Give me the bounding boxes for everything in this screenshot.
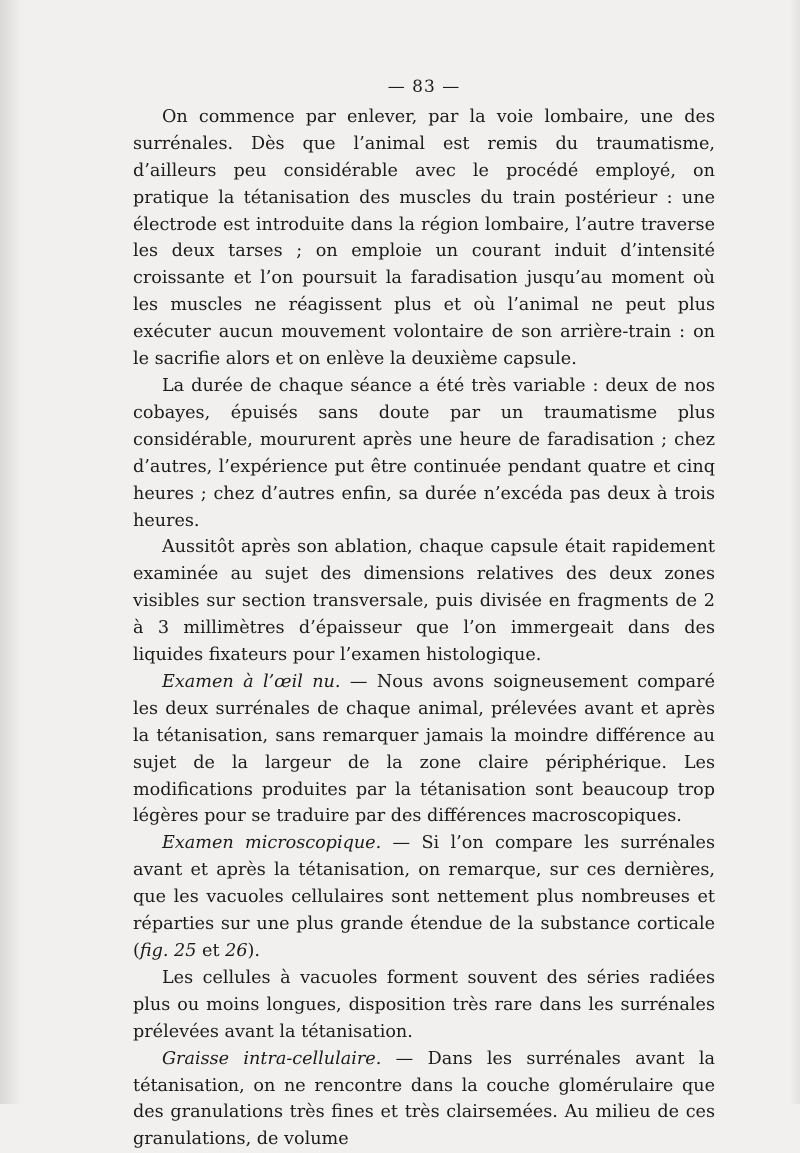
document-page xyxy=(133,74,715,1153)
paragraph-text: La durée de chaque séance a été très variable : deux de nos cobayes, épuisés sans doute par un traumatisme plus considérable, moururent après une heure de faradisation ; chez d’autres, l’expérience put être continuée pendant quatre et cinq heures ; chez d’autres enfin, sa durée n’excéda pas deux à trois heures. xyxy=(133,375,715,531)
paragraph-vacuole-cells xyxy=(133,965,715,1046)
figure-reference: 26 xyxy=(225,941,248,961)
paragraph-text: — Si l’on compare les surrénales avant et après la tétanisation, on remarque, sur ces dernières, que les vacuoles cellulaires sont nettement plus nombreuses et réparties sur une plus grande étendue de la substance corticale ( xyxy=(133,833,715,961)
figure-reference: fig. 25 xyxy=(139,941,197,961)
paragraph-microscopic-exam xyxy=(133,830,715,965)
paragraph-session-duration xyxy=(133,373,715,534)
section-heading: Examen à l’œil nu. xyxy=(162,671,341,692)
page-number: — 83 — xyxy=(387,77,461,97)
paragraph-ablation xyxy=(133,534,715,669)
paragraph-text: — Nous avons soigneusement comparé les deux surrénales de chaque animal, prélevées avant et après la tétanisation, sans remarquer jamais la moindre différence au sujet de la largeur de la zone claire périphérique. Les modifications produites par la tétanisation sont beaucoup trop légères pour se traduire par des différences macroscopiques. xyxy=(133,671,715,827)
page-edge-shadow-right xyxy=(790,0,800,1104)
paragraph-text: On commence par enlever, par la voie lombaire, une des surrénales. Dès que l’animal est remis du traumatisme, d’ailleurs peu considérable avec le procédé employé, on pratique la tétanisation des muscles du train postérieur : une électrode est introduite dans la région lombaire, l’autre traverse les deux tarses ; on emploie un courant induit d’intensité croissante et l’on poursuit la faradisation jusqu’au moment où les muscles ne réagissent plus et où l’animal ne peut plus exécuter aucun mouvement volontaire de son arrière-train : on le sacrifie alors et on enlève la deuxième capsule. xyxy=(133,106,715,370)
page-edge-shadow xyxy=(0,0,22,1104)
paragraph-text: Aussitôt après son ablation, chaque capsule était rapidement examinée au sujet des dimensions relatives des deux zones visibles sur section transversale, puis divisée en fragments de 2 à 3 millimètres d’épaisseur que l’on immergeait dans des liquides fixateurs pour l’examen histologique. xyxy=(133,537,715,666)
paragraph-text: Les cellules à vacuoles forment souvent des séries radiées plus ou moins longues, disposition très rare dans les surrénales prélevées avant la tétanisation. xyxy=(133,967,715,1042)
paragraph-text: et xyxy=(196,941,226,961)
paragraph-text: ). xyxy=(247,941,260,961)
section-heading: Graisse intra-cellulaire. xyxy=(162,1048,382,1069)
paragraph-naked-eye-exam xyxy=(133,669,715,830)
paragraph-procedure xyxy=(133,104,715,373)
paragraph-intracellular-fat xyxy=(133,1046,715,1153)
paragraph-text: — Dans les surrénales avant la tétanisation, on ne rencontre dans la couche glomérulaire que des granulations très fines et très clairsemées. Au milieu de ces granulations, de volume xyxy=(133,1048,715,1150)
section-heading: Examen microscopique. xyxy=(162,833,382,854)
